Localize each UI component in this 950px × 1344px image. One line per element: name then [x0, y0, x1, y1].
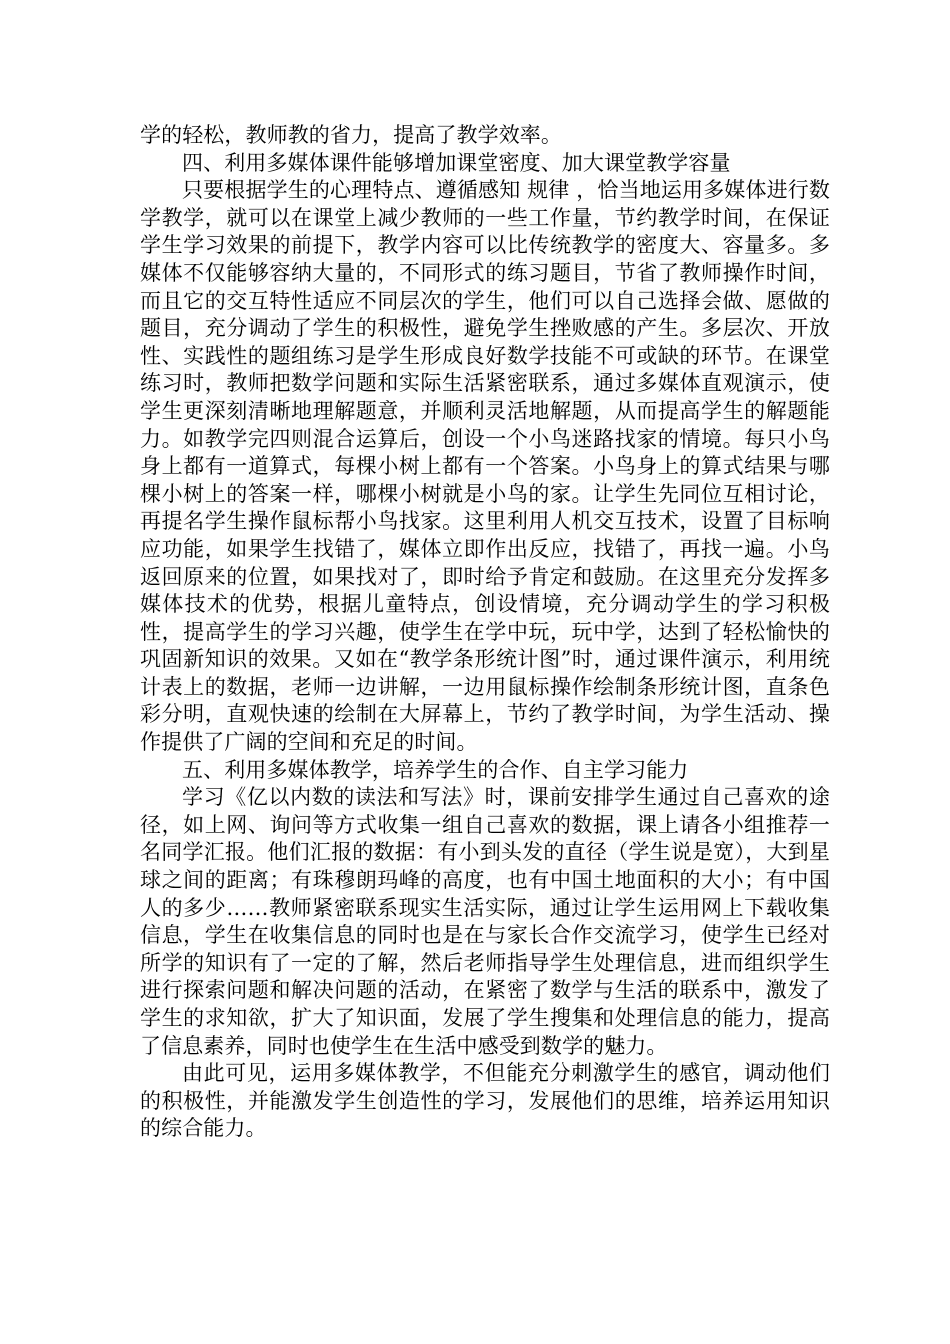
paragraph-classroom-density: 只要根据学生的心理特点、遵循感知 规律 ，恰当地运用多媒体进行数学教学，就可以在课堂上减少教师的一些工作量，节约教学时间，在保证学生学习效果的前提下，教学内容可以比传统教学的密度大、容量多。多媒体不仅能够容纳大量的，不同形式的练习题目，节省了教师操作时间，而且它的交互特性适应不同层次的学生，他们可以自己选择会做、愿做的题目，充分调动了学生的积极性，避免学生挫败感的产生。多层次、开放性、实践性的题组练习是学生形成良好数学技能不可或缺的环节。在课堂练习时，教师把数学问题和实际生活紧密联系，通过多媒体直观演示，使学生更深刻清晰地理解题意，并顺利灵活地解题，从而提高学生的解题能力。如教学完四则混合运算后，创设一个小鸟迷路找家的情境。每只小鸟身上都有一道算式，每棵小树上都有一个答案。小鸟身上的算式结果与哪棵小树上的答案一样，哪棵小树就是小鸟的家。让学生先同位互相讨论，再提名学生操作鼠标帮小鸟找家。这里利用人机交互技术，设置了目标响应功能，如果学生找错了，媒体立即作出反应，找错了，再找一遍。小鸟返回原来的位置，如果找对了，即时给予肯定和鼓励。在这里充分发挥多媒体技术的优势，根据儿童特点，创设情境，充分调动学生的学习积极性，提高学生的学习兴趣，使学生在学中玩，玩中学，达到了轻松愉快的巩固新知识的效果。又如在“教学条形统计图”时，通过课件演示，利用统计表上的数据，老师一边讲解，一边用鼠标操作绘制条形统计图，直条色彩分明，直观快速的绘制在大屏幕上，节约了教学时间，为学生活动、操作提供了广阔的空间和充足的时间。 — [140, 178, 830, 755]
paragraph-conclusion: 由此可见，运用多媒体教学，不但能充分刺激学生的感官，调动他们的积极性，并能激发学生创造性的学习，发展他们的思维，培养运用知识的综合能力。 — [140, 1061, 830, 1141]
section-heading-four: 四、利用多媒体课件能够增加课堂密度、加大课堂教学容量 — [182, 150, 731, 175]
paragraph-cooperative-learning: 学习《亿以内数的读法和写法》时，课前安排学生通过自己喜欢的途径，如上网、询问等方式收集一组自己喜欢的数据，课上请各小组推荐一名同学汇报。他们汇报的数据：有小到头发的直径（学生说是宽），大到星球之间的距离；有珠穆朗玛峰的高度，也有中国土地面积的大小；有中国人的多少……教师紧密联系现实生活实际，通过让学生运用网上下载收集信息，学生在收集信息的同时也是在与家长合作交流学习，使学生已经对所学的知识有了一定的了解，然后老师指导学生处理信息，进而组织学生进行探索问题和解决问题的活动，在紧密了数学与生活的联系中，激发了学生的求知欲，扩大了知识面，发展了学生搜集和处理信息的能力，提高了信息素养，同时也使学生在生活中感受到数学的魅力。 — [140, 785, 830, 1058]
document-body — [140, 122, 830, 1143]
paragraph-continuation: 学的轻松，教师教的省力，提高了教学效率。 — [140, 123, 562, 147]
section-heading-five: 五、利用多媒体教学，培养学生的合作、自主学习能力 — [182, 757, 689, 782]
